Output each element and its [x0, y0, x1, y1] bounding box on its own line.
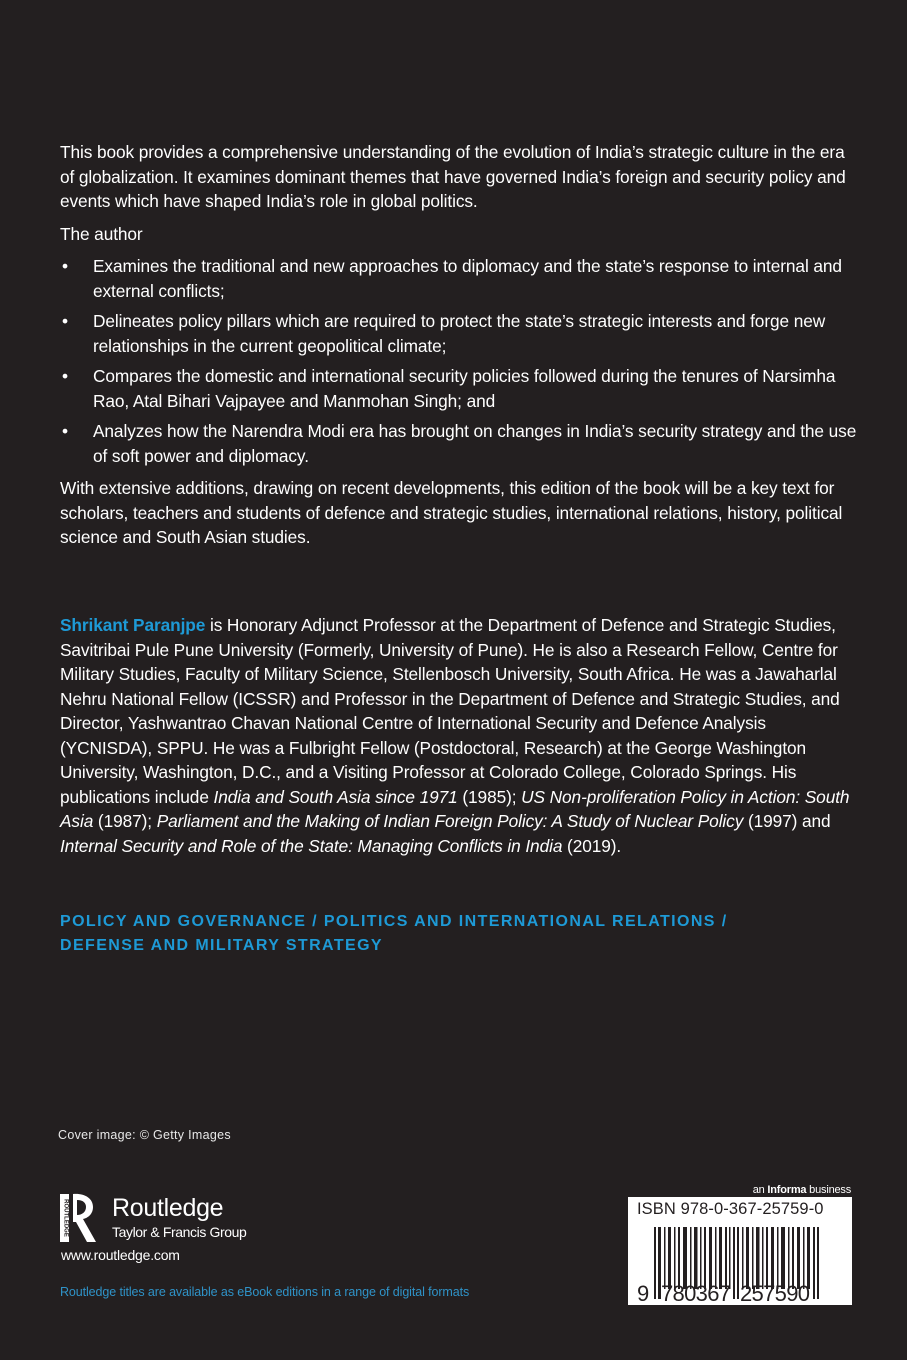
- publisher-name: Routledge: [112, 1194, 224, 1222]
- author-contributions-list: [60, 254, 860, 468]
- informa-business-tag: an Informa business: [752, 1184, 851, 1196]
- publisher-group: Taylor & Francis Group: [112, 1224, 247, 1240]
- list-item: • Examines the traditional and new approaches to diplomacy and the state’s response to internal and external conflicts;: [62, 256, 842, 301]
- description-lead-in: The author: [60, 223, 143, 244]
- description-intro: This book provides a comprehensive understanding of the evolution of India’s strategic culture in the era of globalization. It examines dominant themes that have governed India’s foreign and security policy and events which have shaped India’s role in global politics.: [60, 142, 846, 211]
- informa-brand: Informa: [767, 1184, 807, 1196]
- author-bio: Shrikant Paranjpe is Honorary Adjunct Professor at the Department of Defence and Strategic Studies, Savitribai Pule Pune University (Formerly, University of Pune). He is also a Research Fellow, Centre for Military Studies, Faculty of Military Science, Stellenbosch University, South Africa. He was a Jawaharlal Nehru National Fellow (ICSSR) and Professor in the Department of Defence and Strategic Studies, and Director, Yashwantrao Chavan National Centre of International Security and Defence Analysis (YCNISDA), SPPU. He was a Fulbright Fellow (Postdoctoral, Research) at the George Washington University, Washington, D.C., and a Visiting Professor at Colorado College, Colorado Springs. His publications include India and South Asia since 1971 (1985); US Non-proliferation Policy in Action: South Asia (1987); Parliament and the Making of Indian Foreign Policy: A Study of Nuclear Policy (1997) and Internal Security and Role of the State: Managing Conflicts in India (2019).: [60, 615, 850, 856]
- isbn-label: ISBN 978-0-367-25759-0: [637, 1200, 824, 1218]
- publication-title: India and South Asia since 1971: [213, 786, 458, 807]
- publisher-website-link[interactable]: www.routledge.com: [61, 1247, 180, 1263]
- publication-title: US Non-proliferation Policy in Action: South Asia: [60, 786, 850, 831]
- subject-line: POLICY AND GOVERNANCE / POLITICS AND INTERNATIONAL RELATIONS /: [60, 913, 728, 930]
- ebook-availability-note: Routledge titles are available as eBook editions in a range of digital formats: [60, 1285, 470, 1299]
- bullet-icon: •: [62, 366, 68, 386]
- isbn-barcode: [628, 1197, 852, 1305]
- list-item: • Compares the domestic and international security policies followed during the tenures of Narsimha Rao, Atal Bihari Vajpayee and Manmohan Singh; and: [62, 366, 836, 411]
- bullet-icon: •: [62, 311, 68, 331]
- subject-line: DEFENSE AND MILITARY STRATEGY: [60, 937, 383, 954]
- author-name: Shrikant Paranjpe: [60, 615, 206, 635]
- subject-categories: [60, 910, 860, 958]
- publication-title: Parliament and the Making of Indian Foreign Policy: A Study of Nuclear Policy: [156, 811, 744, 831]
- publisher-logo: [60, 1192, 260, 1244]
- cover-image-credit: Cover image: © Getty Images: [58, 1128, 231, 1142]
- list-item: • Delineates policy pillars which are required to protect the state’s strategic interests and forge new relationships in the current geopolitical climate;: [62, 311, 826, 356]
- svg-text:9: 9: [637, 1281, 650, 1305]
- publication-title: Internal Security and Role of the State: Managing Conflicts in India: [60, 835, 563, 856]
- svg-text:ROUTLEDGE: ROUTLEDGE: [62, 1199, 69, 1237]
- bullet-icon: •: [62, 421, 68, 441]
- list-item: • Analyzes how the Narendra Modi era has brought on changes in India’s security strategy and the use of soft power and diplomacy.: [62, 421, 857, 466]
- bullet-icon: •: [62, 256, 68, 276]
- description-closing: With extensive additions, drawing on recent developments, this edition of the book will be a key text for scholars, teachers and students of defence and strategic studies, international relations, history, political science and South Asian studies.: [60, 478, 843, 547]
- svg-text:257590: 257590: [740, 1281, 810, 1305]
- barcode-icon: [628, 1197, 852, 1305]
- routledge-r-icon: [60, 1192, 100, 1244]
- book-description: [60, 140, 860, 558]
- svg-text:780367: 780367: [661, 1281, 731, 1305]
